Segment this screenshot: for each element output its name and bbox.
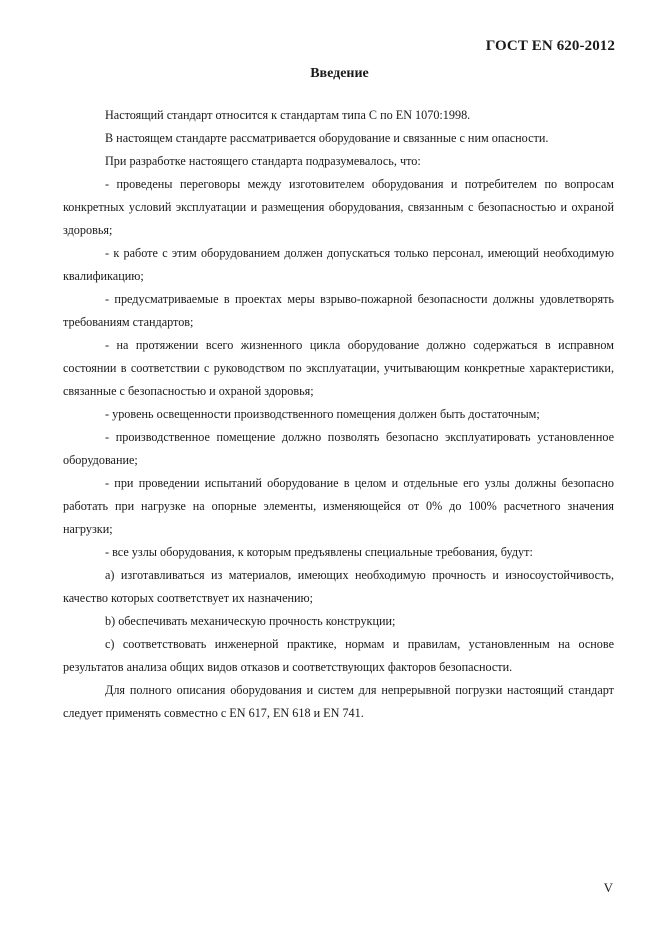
list-item: - все узлы оборудования, к которым предъявлены специальные требования, будут: [105, 545, 533, 559]
paragraph: При разработке настоящего стандарта подразумевалось, что: [105, 154, 421, 168]
body-text [63, 104, 614, 725]
list-item: - на протяжении всего жизненного цикла оборудование должно содержаться в исправном состоянии в соответствии с руководством по эксплуатации, учитывающим конкретные характеристики, связанные с безопасностью и охраной здоровья; [63, 338, 614, 398]
section-title: Введение [310, 66, 369, 81]
paragraph: В настоящем стандарте рассматривается оборудование и связанные с ним опасности. [105, 131, 549, 145]
paragraph: Настоящий стандарт относится к стандартам типа С по EN 1070:1998. [105, 108, 471, 122]
paragraph: Для полного описания оборудования и систем для непрерывной погрузки настоящий стандарт следует применять совместно с EN 617, EN 618 и EN 741. [63, 683, 614, 720]
list-item: - уровень освещенности производственного помещения должен быть достаточным; [105, 407, 540, 421]
sub-list-item: b) обеспечивать механическую прочность конструкции; [105, 614, 396, 628]
list-item: - производственное помещение должно позволять безопасно эксплуатировать установленное оборудование; [63, 430, 614, 467]
list-item: - при проведении испытаний оборудование в целом и отдельные его узлы должны безопасно работать при нагрузке на опорные элементы, изменяющейся от 0% до 100% расчетного значения нагрузки; [63, 476, 614, 536]
page-number: V [603, 880, 613, 895]
list-item: - предусматриваемые в проектах меры взрыво-пожарной безопасности должны удовлетворять требованиям стандартов; [63, 292, 614, 329]
sub-list-item: a) изготавливаться из материалов, имеющих необходимую прочность и износоустойчивость, качество которых соответствует их назначению; [63, 568, 614, 605]
list-item: - проведены переговоры между изготовителем оборудования и потребителем по вопросам конкретных условий эксплуатации и размещения оборудования, связанным с безопасностью и охраной здоровья; [63, 177, 614, 237]
list-item: - к работе с этим оборудованием должен допускаться только персонал, имеющий необходимую квалификацию; [63, 246, 614, 283]
document-code: ГОСТ EN 620-2012 [485, 38, 615, 54]
sub-list-item: c) соответствовать инженерной практике, нормам и правилам, установленным на основе результатов анализа общих видов отказов и соответствующих факторов безопасности. [63, 637, 614, 674]
